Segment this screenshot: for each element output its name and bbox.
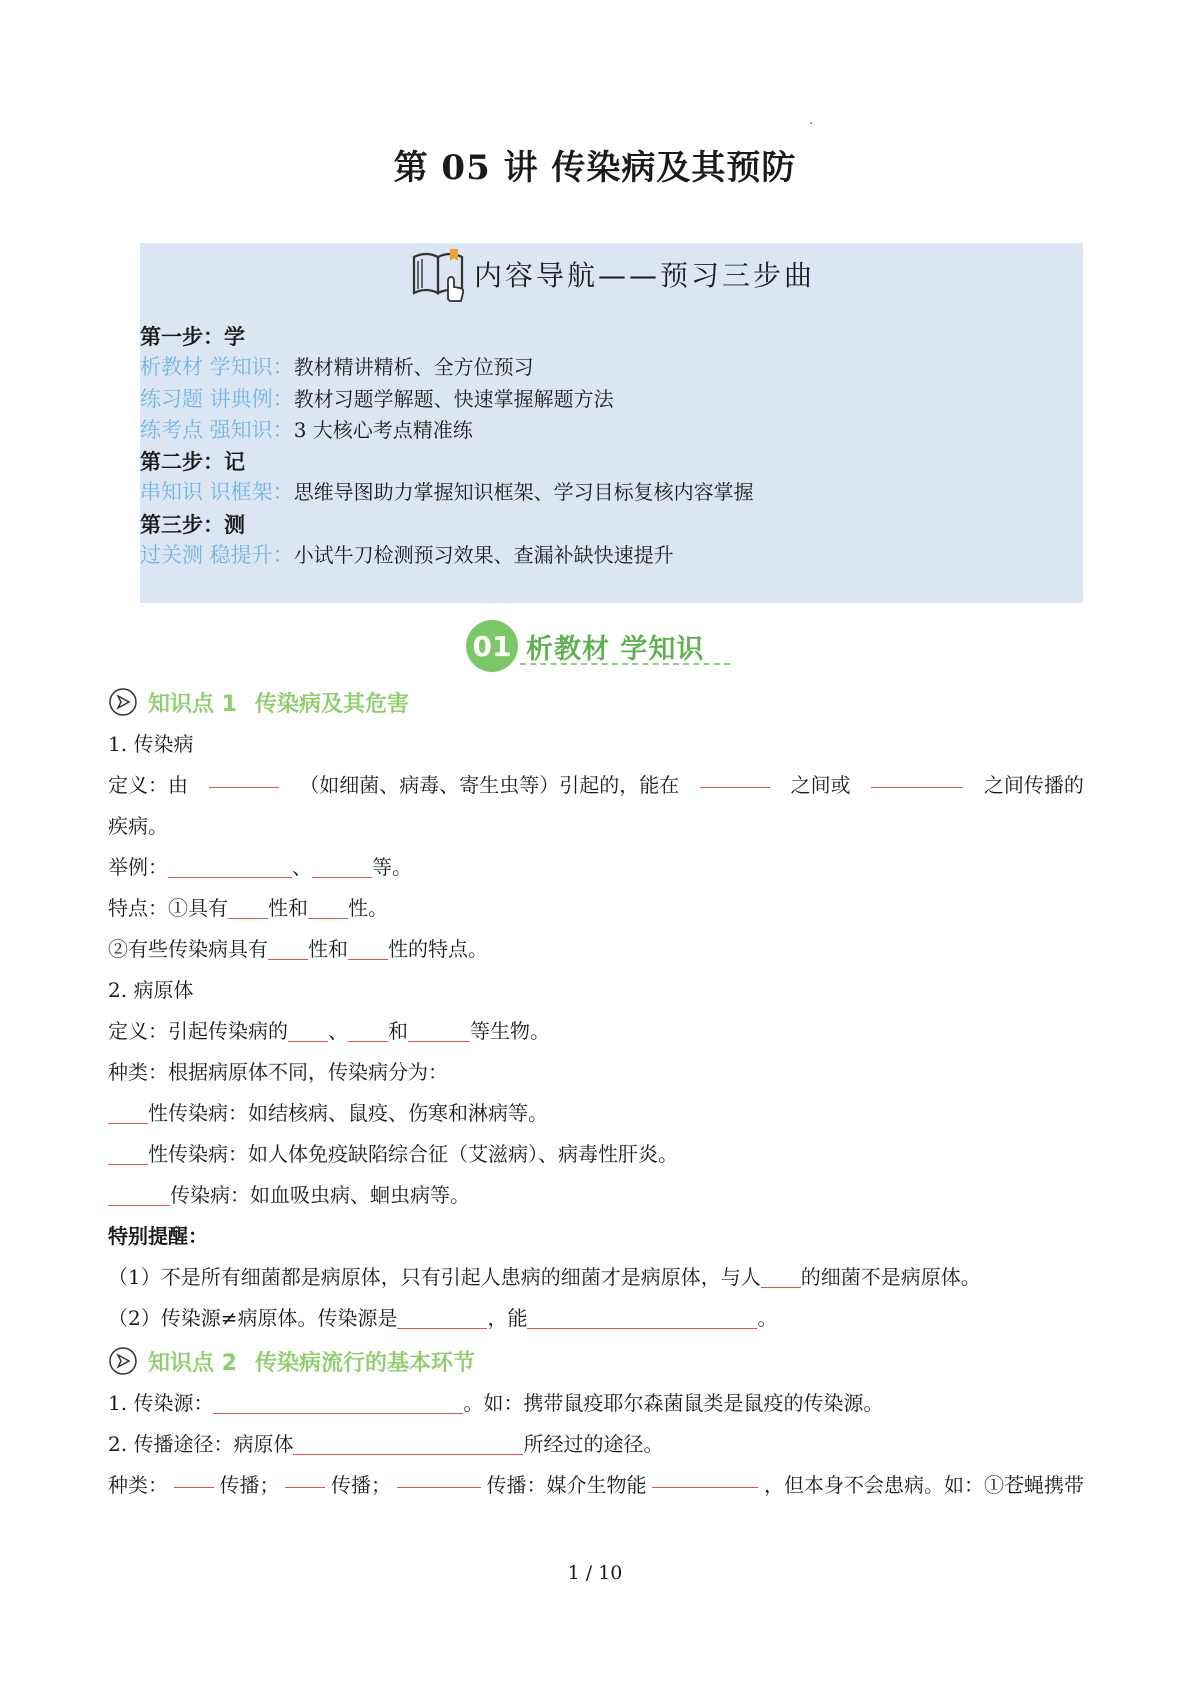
text: 传播； (219, 1473, 280, 1497)
fill-blank[interactable] (408, 1019, 470, 1042)
arrow-circle-icon (108, 687, 138, 717)
text: 传播：媒介生物能 (486, 1473, 647, 1497)
text: 性和 (308, 937, 348, 961)
text: 性和 (268, 896, 308, 920)
fill-blank[interactable] (700, 765, 770, 788)
feature-line-1 (108, 888, 1084, 929)
nav-row-label: 析教材 学知识： (140, 355, 294, 380)
route-line (108, 1424, 1084, 1465)
text: 举例： (108, 855, 168, 879)
nav-row-text: 教材精讲精析、全方位预习 (293, 355, 534, 380)
text: ②有些传染病具有 (108, 937, 268, 961)
text: 2. 传播途径：病原体 (108, 1432, 294, 1456)
step-2-title: 第二步：记 (140, 449, 245, 475)
fill-blank[interactable] (871, 765, 963, 788)
text: 1. 传染源： (108, 1391, 214, 1415)
reminder-1 (108, 1257, 1084, 1298)
fill-blank[interactable] (312, 855, 372, 878)
fill-blank[interactable] (293, 1432, 523, 1455)
pathogen-definition (108, 1011, 1084, 1052)
nav-row-label: 练习题 讲典例： (140, 386, 294, 411)
decorative-dot (810, 122, 812, 124)
nav-row-text: 3 大核心考点精准练 (293, 417, 473, 442)
nav-row-label: 串知识 识框架： (140, 480, 294, 505)
page-title: 第 05 讲 传染病及其预防 (393, 148, 797, 188)
nav-row-text: 思维导图助力掌握知识框架、学习目标复核内容掌握 (293, 480, 754, 505)
source-line (108, 1383, 1084, 1424)
example-line (108, 847, 1084, 888)
fill-blank[interactable] (174, 1465, 214, 1488)
definition-line (108, 765, 1084, 806)
text: 传染病：如血吸虫病、蛔虫病等。 (170, 1183, 470, 1207)
fill-blank[interactable] (285, 1465, 325, 1488)
fill-blank[interactable] (228, 896, 268, 919)
text: 。 (757, 1306, 778, 1330)
fill-blank[interactable] (397, 1465, 481, 1488)
definition-line-cont: 疾病。 (108, 814, 168, 838)
fill-blank[interactable] (168, 855, 292, 878)
kp2-number: 知识点 2 (148, 1350, 237, 1376)
fill-blank[interactable] (308, 896, 348, 919)
text: 性传染病：如结核病、鼠疫、伤寒和淋病等。 (148, 1101, 548, 1125)
text: （如细菌、病毒、寄生虫等）引起的，能在 (299, 773, 680, 797)
nav-row-label: 练考点 强知识： (140, 417, 294, 442)
section-badge (466, 617, 704, 675)
book-pointer-icon (408, 243, 470, 305)
fill-blank[interactable] (397, 1306, 487, 1329)
fill-blank[interactable] (652, 1465, 758, 1488)
text: 。如：携带鼠疫耶尔森菌鼠类是鼠疫的传染源。 (463, 1391, 884, 1415)
text: 和 (388, 1019, 408, 1043)
content-navigation-box (140, 243, 1083, 603)
text: 、 (292, 855, 312, 879)
nav-title: 内容导航——预习三步曲 (473, 259, 815, 292)
feature-line-2 (108, 929, 1084, 970)
nav-row-label: 过关测 稳提升： (140, 543, 294, 568)
text: 性的特点。 (388, 937, 488, 961)
section-underline (520, 663, 730, 665)
text: 性传染病：如人体免疫缺陷综合征（艾滋病）、病毒性肝炎。 (148, 1142, 678, 1166)
kind-parasitic (108, 1175, 1084, 1216)
text: 所经过的途径。 (523, 1432, 664, 1456)
text: 特点：①具有 (108, 896, 228, 920)
fill-blank[interactable] (268, 937, 308, 960)
nav-row (140, 415, 754, 446)
text: 之间或 (790, 773, 851, 797)
text: 定义：引起传染病的 (108, 1019, 288, 1043)
route-kinds-line (108, 1465, 1084, 1506)
kp1-number: 知识点 1 (148, 691, 237, 717)
nav-lines (140, 321, 754, 571)
text: 等。 (372, 855, 412, 879)
text: ，但本身不会患病。如：①苍蝇携带 (764, 1473, 1084, 1497)
kp2-title: 传染病流行的基本环节 (254, 1350, 475, 1376)
fill-blank[interactable] (761, 1265, 801, 1288)
page-number: 1 / 10 (567, 1562, 623, 1584)
pathogen-kinds: 种类：根据病原体不同，传染病分为： (108, 1060, 448, 1084)
text: 种类： (108, 1473, 168, 1497)
step-1-title: 第一步：学 (140, 324, 245, 349)
arrow-circle-icon (108, 1346, 138, 1376)
heading-infectious-disease: 1. 传染病 (108, 732, 194, 756)
text: 传播； (331, 1473, 391, 1497)
text: 等生物。 (470, 1019, 550, 1043)
fill-blank[interactable] (348, 1019, 388, 1042)
main-content (108, 680, 1084, 1506)
knowledge-point-2-heading (108, 1339, 1084, 1383)
fill-blank[interactable] (527, 1306, 757, 1329)
knowledge-point-1-heading (108, 680, 1084, 724)
nav-row-text: 小试牛刀检测预习效果、查漏补缺快速提升 (293, 543, 674, 568)
text: （1）不是所有细菌都是病原体，只有引起人患病的细菌才是病原体，与人 (108, 1265, 761, 1289)
text: 的细菌不是病原体。 (800, 1265, 981, 1289)
fill-blank[interactable] (108, 1183, 170, 1206)
nav-row (140, 540, 754, 571)
fill-blank[interactable] (288, 1019, 328, 1042)
text: 之间传播的 (983, 773, 1084, 797)
nav-row-text: 教材习题学解题、快速掌握解题方法 (293, 386, 614, 411)
text: 定义：由 (108, 773, 188, 797)
nav-header (140, 243, 1083, 305)
fill-blank[interactable] (108, 1142, 148, 1165)
text: ，能 (487, 1306, 528, 1330)
special-reminder: 特别提醒： (108, 1224, 208, 1248)
kind-viral (108, 1134, 1084, 1175)
nav-row (140, 352, 754, 383)
fill-blank[interactable] (209, 765, 279, 788)
fill-blank[interactable] (213, 1391, 463, 1414)
kp1-title: 传染病及其危害 (254, 691, 409, 717)
fill-blank[interactable] (108, 1101, 148, 1124)
kind-bacterial (108, 1093, 1084, 1134)
nav-row (140, 384, 754, 415)
step-3-title: 第三步：测 (140, 511, 245, 537)
nav-row (140, 477, 754, 508)
section-label: 析教材 学知识 (526, 633, 705, 665)
heading-pathogen: 2. 病原体 (108, 978, 194, 1002)
text: （2）传染源≠病原体。传染源是 (108, 1306, 398, 1330)
text: 性。 (348, 896, 388, 920)
text: 、 (328, 1019, 348, 1043)
section-number: 01 (466, 620, 518, 672)
reminder-2 (108, 1298, 1084, 1339)
fill-blank[interactable] (348, 937, 388, 960)
